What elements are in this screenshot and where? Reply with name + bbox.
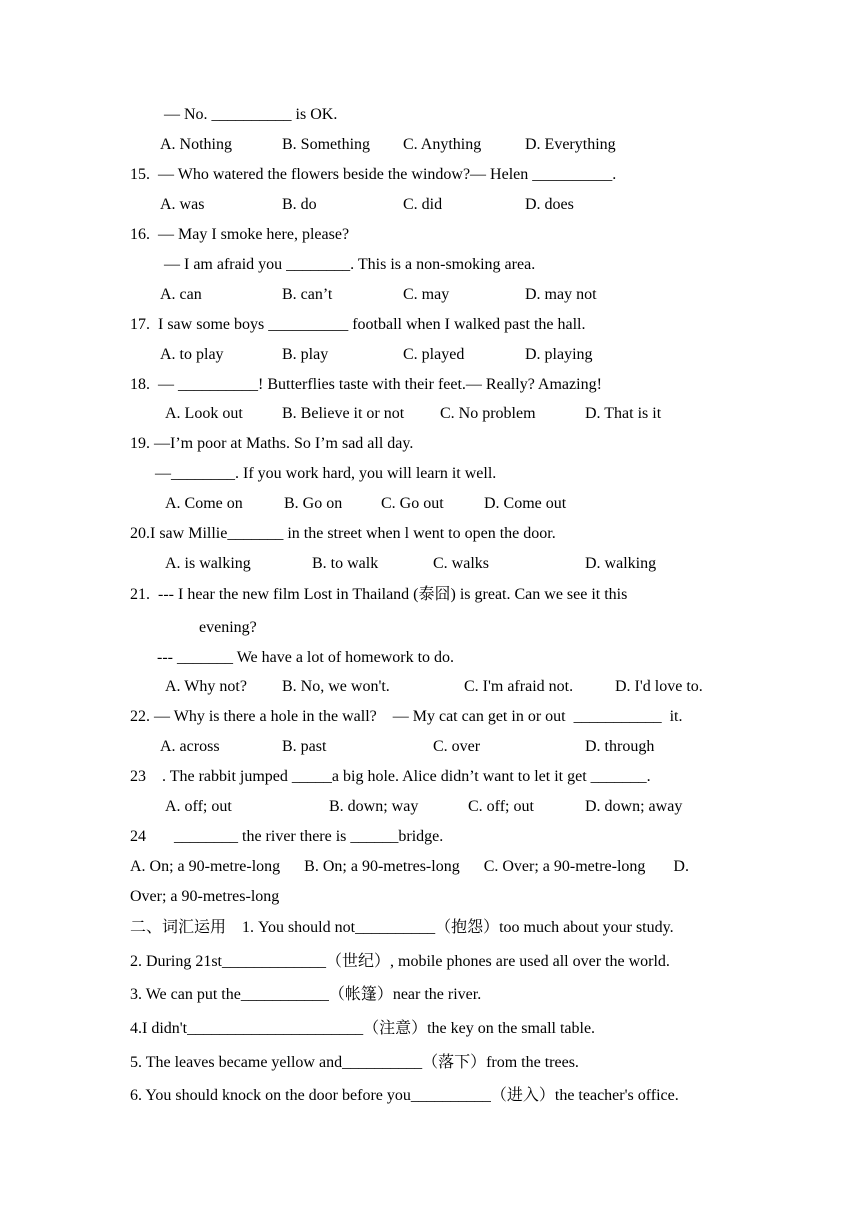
q15-stem: 15. — Who watered the flowers beside the window?— Helen __________. — [130, 166, 617, 183]
q14-option-c: C. Anything — [403, 136, 482, 153]
q17-option-b: B. play — [282, 346, 329, 363]
q23-option-b: B. down; way — [329, 798, 419, 815]
q19-option-a: A. Come on — [165, 495, 243, 512]
q23-option-a: A. off; out — [165, 798, 232, 815]
q18-option-c: C. No problem — [440, 405, 536, 422]
q14-reply: — No. __________ is OK. — [164, 106, 338, 123]
q24-options: A. On; a 90-metre-long B. On; a 90-metres-long C. Over; a 90-metre-long D. — [130, 858, 689, 875]
q19-reply: —________. If you work hard, you will learn it well. — [155, 465, 497, 482]
q17-option-c: C. played — [403, 346, 465, 363]
q16-option-b: B. can’t — [282, 286, 333, 303]
q16-option-a: A. can — [160, 286, 202, 303]
q17-option-d: D. playing — [525, 346, 593, 363]
q20-option-c: C. walks — [433, 555, 489, 572]
q21-option-c: C. I'm afraid not. — [464, 678, 574, 695]
q15-option-b: B. do — [282, 196, 317, 213]
q17-option-a: A. to play — [160, 346, 224, 363]
q16-option-c: C. may — [403, 286, 450, 303]
q19-option-d: D. Come out — [484, 495, 567, 512]
q21-option-b: B. No, we won't. — [282, 678, 390, 695]
q18-option-b: B. Believe it or not — [282, 405, 405, 422]
q22-option-b: B. past — [282, 738, 327, 755]
q21-reply: --- _______ We have a lot of homework to do. — [157, 649, 455, 666]
q17-stem: 17. I saw some boys __________ football when I walked past the hall. — [130, 316, 586, 333]
q18-stem: 18. — __________! Butterflies taste with their feet.— Really? Amazing! — [130, 376, 602, 393]
q20-option-d: D. walking — [585, 555, 657, 572]
q19-option-b: B. Go on — [284, 495, 343, 512]
q16-option-d: D. may not — [525, 286, 597, 303]
q20-stem: 20.I saw Millie_______ in the street when l went to open the door. — [130, 525, 556, 542]
vocab-section-heading: 二、词汇运用 1. You should not__________（抱怨）too much about your study. — [130, 919, 674, 936]
q20-option-b: B. to walk — [312, 555, 379, 572]
q16-reply: — I am afraid you ________. This is a non-smoking area. — [164, 256, 536, 273]
q22-option-c: C. over — [433, 738, 481, 755]
q21-option-d: D. I'd love to. — [615, 678, 703, 695]
q22-option-d: D. through — [585, 738, 655, 755]
q24-stem: 24 ________ the river there is ______bridge. — [130, 828, 444, 845]
q22-stem: 22. — Why is there a hole in the wall? — My cat can get in or out ___________ it. — [130, 708, 683, 725]
vocab-item-3: 3. We can put the___________（帐篷）near the river. — [130, 986, 482, 1003]
q15-option-a: A. was — [160, 196, 205, 213]
q23-option-d: D. down; away — [585, 798, 683, 815]
q20-option-a: A. is walking — [165, 555, 251, 572]
q14-option-b: B. Something — [282, 136, 371, 153]
q24-options-cont: Over; a 90-metres-long — [130, 888, 280, 905]
q23-stem: 23 . The rabbit jumped _____a big hole. Alice didn’t want to let it get _______. — [130, 768, 651, 785]
vocab-item-6: 6. You should knock on the door before you__________（进入）the teacher's office. — [130, 1087, 679, 1104]
vocab-item-4: 4.I didn't______________________（注意）the key on the small table. — [130, 1020, 596, 1037]
q21-option-a: A. Why not? — [165, 678, 247, 695]
q15-option-d: D. does — [525, 196, 574, 213]
q19-option-c: C. Go out — [381, 495, 444, 512]
q18-option-a: A. Look out — [165, 405, 243, 422]
q21-stem: 21. --- I hear the new film Lost in Thailand (泰囧) is great. Can we see it this — [130, 586, 628, 603]
q23-option-c: C. off; out — [468, 798, 534, 815]
q21-stem-cont: evening? — [199, 619, 257, 636]
q14-option-d: D. Everything — [525, 136, 616, 153]
q16-stem: 16. — May I smoke here, please? — [130, 226, 350, 243]
q15-option-c: C. did — [403, 196, 443, 213]
vocab-item-2: 2. During 21st_____________（世纪）, mobile phones are used all over the world. — [130, 953, 670, 970]
q19-stem: 19. —I’m poor at Maths. So I’m sad all day. — [130, 435, 414, 452]
q14-option-a: A. Nothing — [160, 136, 232, 153]
q18-option-d: D. That is it — [585, 405, 662, 422]
vocab-item-5: 5. The leaves became yellow and__________（落下）from the trees. — [130, 1054, 579, 1071]
q22-option-a: A. across — [160, 738, 220, 755]
